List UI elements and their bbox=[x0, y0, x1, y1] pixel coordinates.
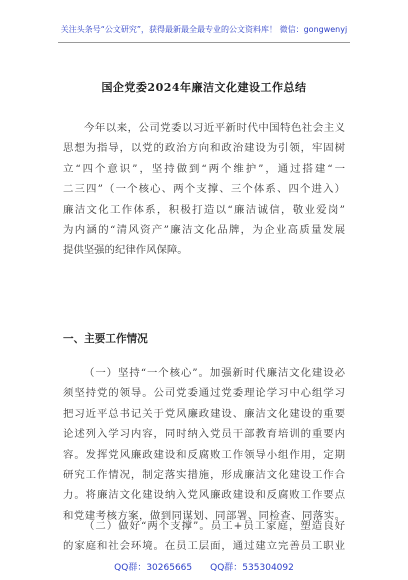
section-heading: 一、主要工作情况 bbox=[63, 333, 148, 345]
paragraph-line: （二）做好“两个支撑”。员工+员工家庭，塑造良好 bbox=[84, 520, 345, 532]
paragraph-line: 提供坚强的纪律作风保障。 bbox=[63, 244, 188, 257]
paragraph-line: （一）坚持“一个核心”。加强新时代廉洁文化建设必 bbox=[84, 367, 345, 379]
footer-bar bbox=[0, 560, 408, 573]
item-one-paragraph bbox=[63, 363, 345, 526]
intro-paragraph bbox=[63, 118, 345, 261]
document-title: 国企党委2024年廉洁文化建设工作总结 bbox=[101, 81, 307, 94]
paragraph-line: 论述列入学习内容，同时纳入党员干部教育培训的重要内 bbox=[63, 428, 345, 441]
paragraph-line: 的家庭和社会环境。在员工层面，通过建立完善员工职业 bbox=[63, 540, 345, 553]
paragraph-line: 思想为指导，以党的政治方向和政治建设为引领，牢固树 bbox=[63, 142, 345, 155]
header-banner: 关注头条号“公文研究”，获得最新最全最专业的公文资料库！ 微信：gongwenyj bbox=[60, 25, 348, 34]
paragraph-line: 今年以来，公司党委以习近平新时代中国特色社会主义 bbox=[84, 122, 345, 134]
paragraph-line: 和党建考核方案，做到同谋划、同部署、同检查、同落实。 bbox=[63, 509, 345, 522]
header-divider bbox=[58, 42, 350, 43]
paragraph-line: 把习近平总书记关于党风廉政建设、廉洁文化建设的重要 bbox=[63, 407, 345, 420]
footer-qq-group-1: QQ群：30265665 bbox=[114, 563, 193, 573]
paragraph-line: 二三四”（一个核心、两个支撑、三个体系、四个进入） bbox=[63, 183, 345, 196]
paragraph-line: 须坚持党的领导。公司党委通过党委理论学习中心组学习 bbox=[63, 387, 345, 400]
paragraph-line: 力。将廉洁文化建设纳入党风廉政建设和反腐败工作要点 bbox=[63, 489, 345, 502]
footer-qq-group-2: QQ群：535304092 bbox=[210, 563, 294, 573]
paragraph-line: 廉洁文化工作体系，积极打造以“廉洁诚信，敬业爱岗” bbox=[63, 203, 345, 216]
paragraph-line: 立“四个意识”，坚持做到“两个维护”，通过搭建“一 bbox=[63, 162, 345, 175]
paragraph-line: 为内涵的“清风资产”廉洁文化品牌，为企业高质量发展 bbox=[63, 223, 345, 236]
paragraph-line: 研究工作情况，制定落实措施，形成廉洁文化建设工作合 bbox=[63, 468, 345, 481]
paragraph-line: 容。发挥党风廉政建设和反腐败工作领导小组作用，定期 bbox=[63, 448, 345, 461]
item-two-paragraph bbox=[63, 516, 345, 557]
